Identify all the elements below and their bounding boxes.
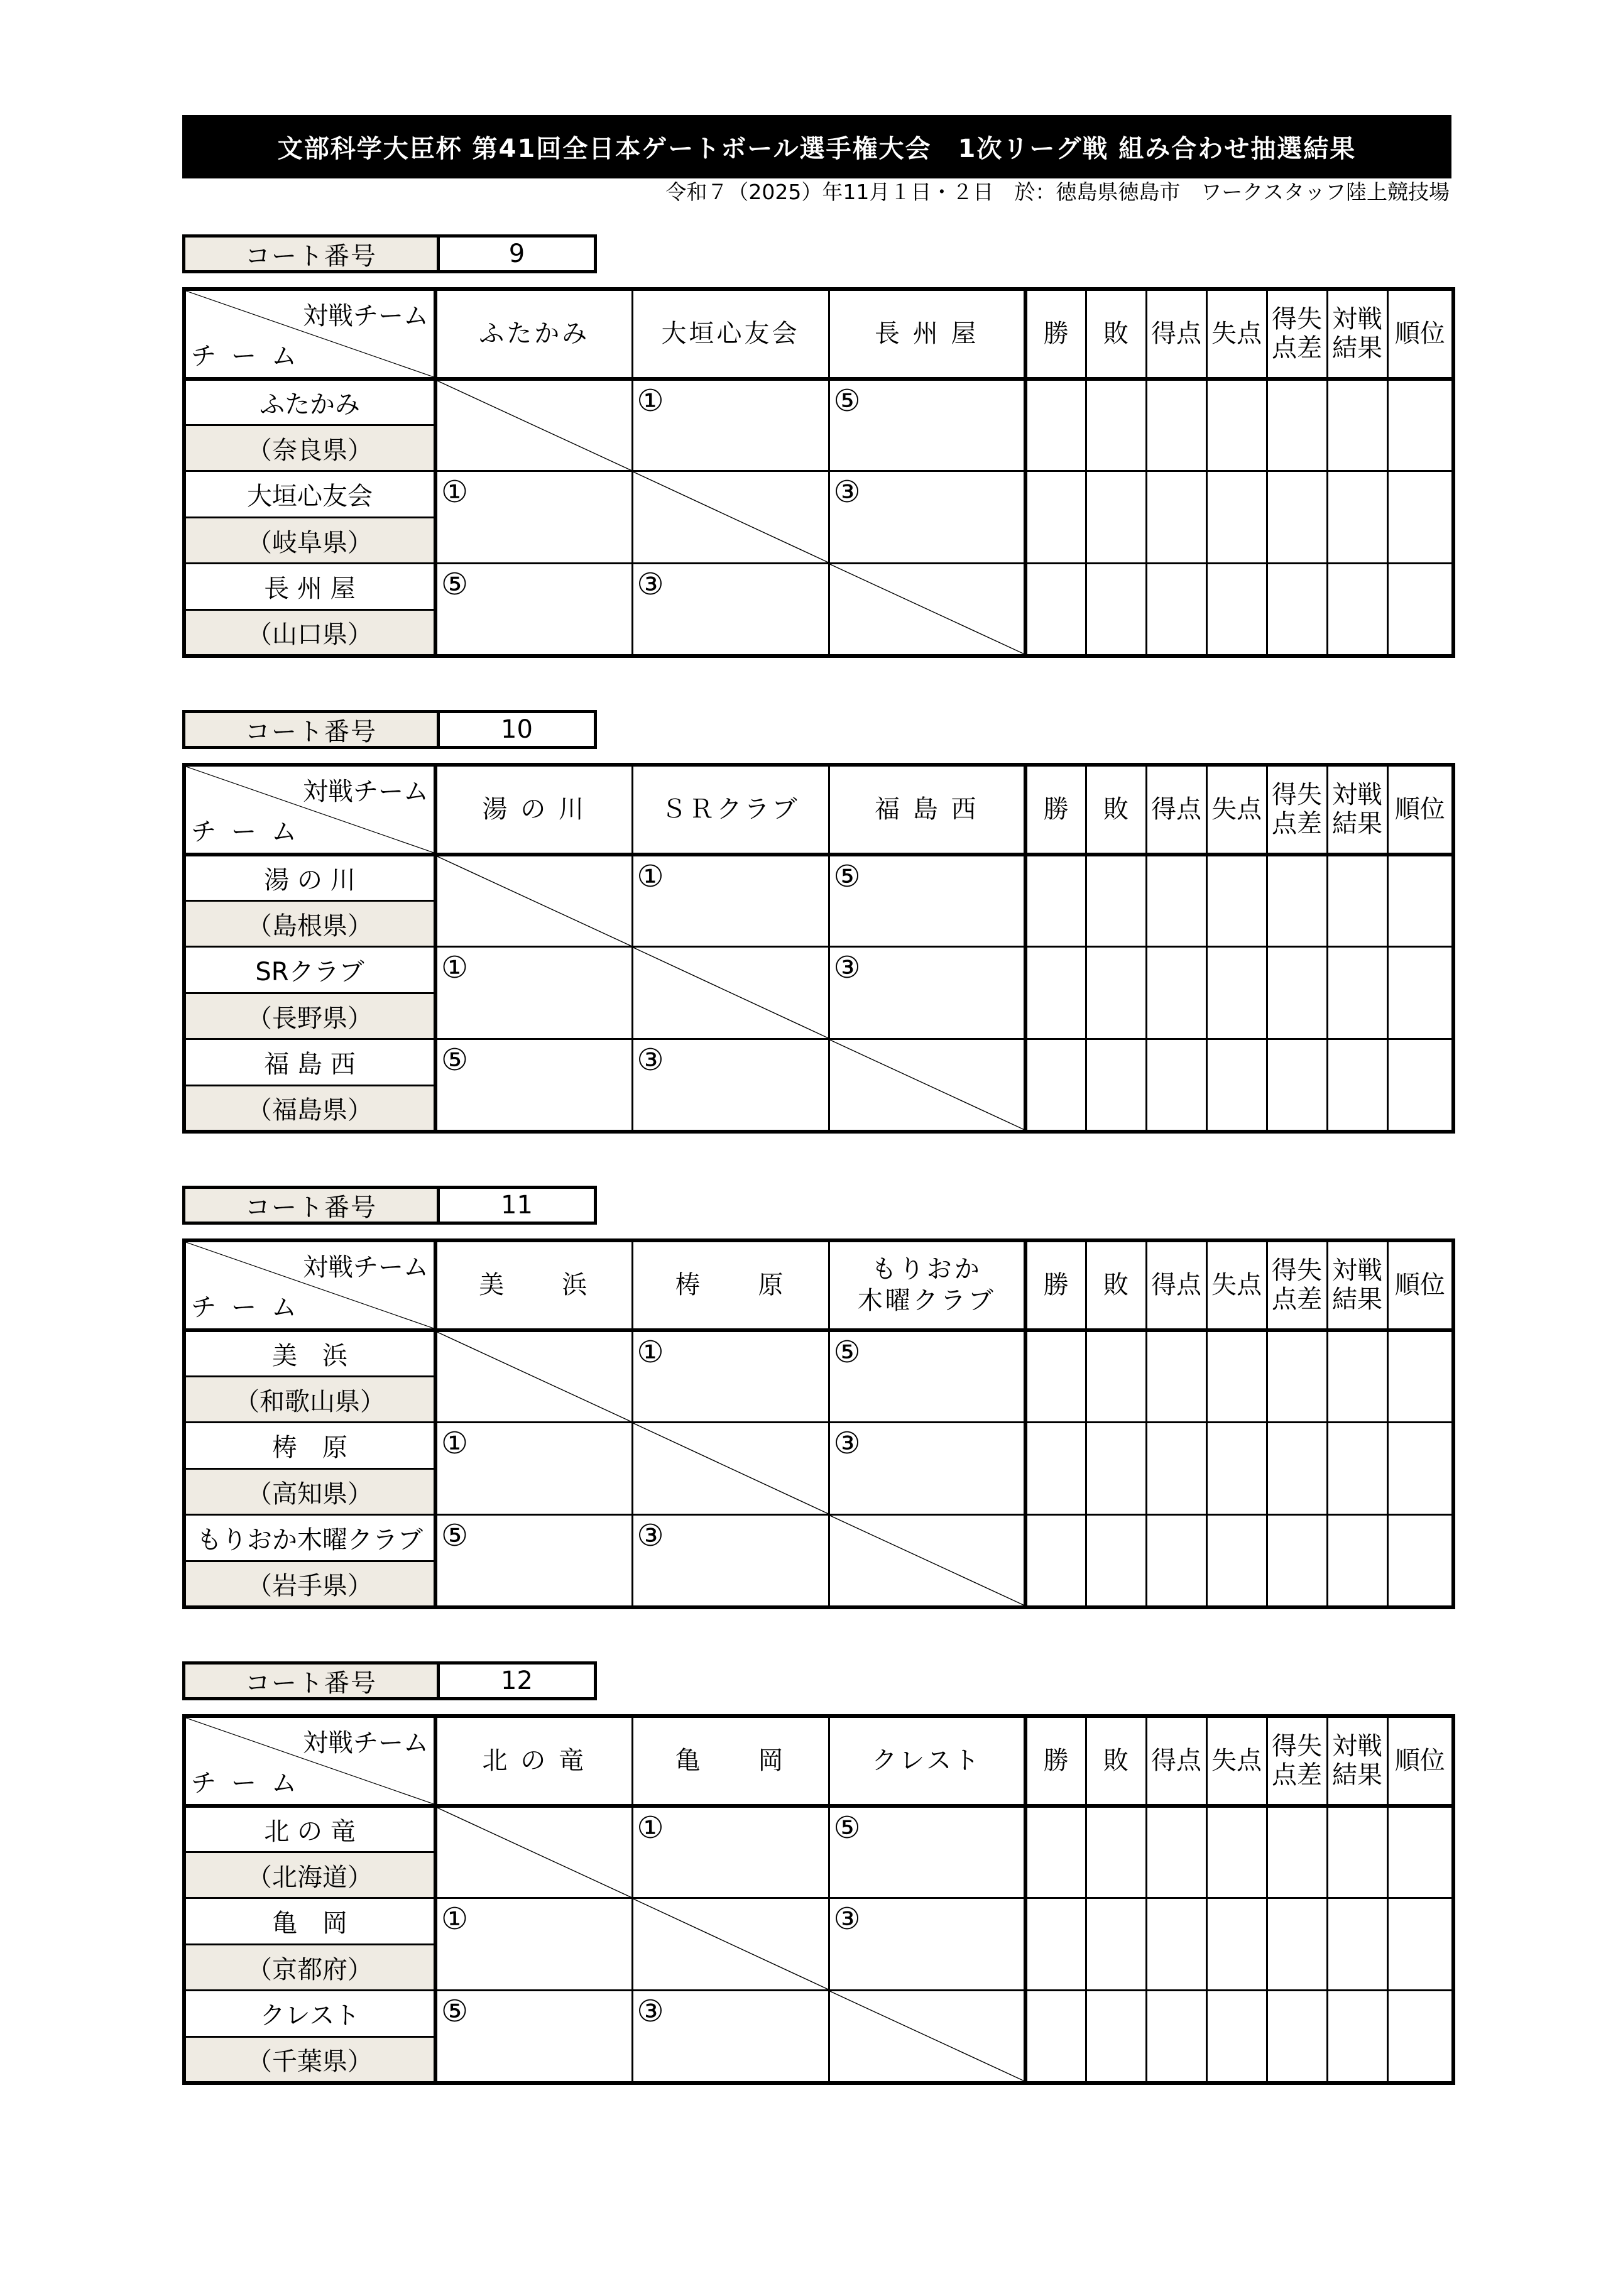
stat-header bbox=[1206, 1240, 1267, 1330]
match-order: ⑤ bbox=[441, 567, 469, 603]
opponent-header: 美 浜 bbox=[435, 1240, 632, 1330]
stat-header bbox=[1206, 289, 1267, 379]
stat-cell[interactable] bbox=[1206, 1423, 1267, 1515]
league-table bbox=[182, 1238, 1455, 1609]
stat-header bbox=[1327, 289, 1387, 379]
corner-header bbox=[184, 1240, 435, 1330]
match-order: ① bbox=[441, 474, 469, 510]
diagonal-cell bbox=[632, 471, 829, 564]
stat-cell[interactable] bbox=[1387, 1806, 1453, 1898]
stat-label: 勝 bbox=[1043, 1271, 1069, 1300]
stat-cell[interactable] bbox=[1267, 1806, 1327, 1898]
match-order-cell bbox=[632, 1515, 829, 1607]
match-order-cell bbox=[829, 1898, 1025, 1991]
stat-cell[interactable] bbox=[1025, 1423, 1086, 1515]
court-label: コート番号 bbox=[185, 1189, 440, 1222]
stat-cell[interactable] bbox=[1327, 1039, 1387, 1132]
stat-cell[interactable] bbox=[1146, 564, 1206, 656]
stat-label: 対戦 bbox=[1332, 1256, 1382, 1286]
match-order-cell bbox=[435, 1991, 632, 2083]
stat-cell[interactable] bbox=[1025, 947, 1086, 1039]
stat-label: 順位 bbox=[1394, 795, 1445, 824]
stat-label: 敗 bbox=[1103, 795, 1128, 824]
match-order: ① bbox=[637, 1334, 664, 1370]
court-number: 12 bbox=[501, 1666, 533, 1695]
match-order: ① bbox=[441, 1426, 469, 1462]
stat-header bbox=[1025, 765, 1086, 855]
match-order: ③ bbox=[637, 1518, 664, 1554]
match-order: ① bbox=[441, 1901, 469, 1937]
match-order-cell bbox=[829, 1806, 1025, 1898]
match-order-cell bbox=[435, 471, 632, 564]
stat-label: 勝 bbox=[1043, 1746, 1069, 1776]
match-order: ① bbox=[637, 858, 664, 894]
stat-cell[interactable] bbox=[1025, 855, 1086, 947]
team-label: チーム bbox=[191, 817, 312, 846]
stat-label: 点差 bbox=[1272, 1285, 1322, 1315]
stat-cell[interactable] bbox=[1387, 1423, 1453, 1515]
opponent-label: 対戦チーム bbox=[303, 302, 429, 331]
match-order: ③ bbox=[637, 1042, 664, 1078]
stat-cell[interactable] bbox=[1086, 1330, 1146, 1423]
stat-cell[interactable] bbox=[1327, 1898, 1387, 1991]
stat-cell[interactable] bbox=[1267, 1330, 1327, 1423]
stat-cell[interactable] bbox=[1206, 564, 1267, 656]
stat-header bbox=[1025, 1240, 1086, 1330]
stat-header bbox=[1327, 765, 1387, 855]
stat-header bbox=[1146, 765, 1206, 855]
diagonal-cell bbox=[632, 947, 829, 1039]
team-label: チーム bbox=[191, 1293, 312, 1322]
team-prefecture: （和歌山県） bbox=[184, 1376, 435, 1423]
match-order-cell bbox=[632, 855, 829, 947]
team-label: チーム bbox=[191, 1768, 312, 1798]
court-label: コート番号 bbox=[185, 1665, 440, 1697]
match-order: ① bbox=[637, 1810, 664, 1845]
stat-cell[interactable] bbox=[1025, 1330, 1086, 1423]
match-order: ⑤ bbox=[833, 1334, 861, 1370]
team-prefecture: （高知県） bbox=[184, 1468, 435, 1515]
court-section-10 bbox=[182, 710, 1451, 1125]
stat-cell[interactable] bbox=[1387, 564, 1453, 656]
team-prefecture: （岐阜県） bbox=[184, 517, 435, 564]
match-order: ③ bbox=[833, 474, 861, 510]
stat-label: 得失 bbox=[1272, 1732, 1322, 1761]
opponent-label: 対戦チーム bbox=[303, 1253, 429, 1282]
stat-cell[interactable] bbox=[1086, 1991, 1146, 2083]
stat-header bbox=[1267, 765, 1327, 855]
stat-header bbox=[1387, 1716, 1453, 1806]
stat-label: 失点 bbox=[1211, 795, 1262, 824]
stat-cell[interactable] bbox=[1146, 471, 1206, 564]
match-order-cell bbox=[435, 1515, 632, 1607]
stat-header bbox=[1025, 289, 1086, 379]
stat-header bbox=[1327, 1240, 1387, 1330]
stat-header bbox=[1086, 1716, 1146, 1806]
stat-cell[interactable] bbox=[1206, 1039, 1267, 1132]
match-order: ⑤ bbox=[441, 1518, 469, 1554]
stat-label: 勝 bbox=[1043, 319, 1069, 349]
match-order: ③ bbox=[637, 567, 664, 603]
stat-cell[interactable] bbox=[1267, 471, 1327, 564]
court-section-9 bbox=[182, 234, 1451, 649]
stat-label: 結果 bbox=[1332, 1761, 1382, 1790]
stat-header bbox=[1387, 1240, 1453, 1330]
stat-cell[interactable] bbox=[1267, 1423, 1327, 1515]
diagonal-cell bbox=[829, 1991, 1025, 2083]
team-name: 湯 の 川 bbox=[184, 855, 435, 901]
team-name: ふたかみ bbox=[184, 379, 435, 425]
opponent-header: 長 州 屋 bbox=[829, 289, 1025, 379]
stat-cell[interactable] bbox=[1206, 1806, 1267, 1898]
stat-cell[interactable] bbox=[1267, 947, 1327, 1039]
team-name: 福 島 西 bbox=[184, 1039, 435, 1086]
stat-cell[interactable] bbox=[1387, 1991, 1453, 2083]
opponent-label: 対戦チーム bbox=[303, 777, 429, 806]
stat-cell[interactable] bbox=[1327, 1991, 1387, 2083]
stat-label: 対戦 bbox=[1332, 1732, 1382, 1761]
team-prefecture: （島根県） bbox=[184, 900, 435, 947]
team-prefecture: （千葉県） bbox=[184, 2036, 435, 2083]
stat-header bbox=[1387, 765, 1453, 855]
match-order-cell bbox=[829, 471, 1025, 564]
court-label: コート番号 bbox=[185, 238, 440, 270]
stat-label: 敗 bbox=[1103, 1271, 1128, 1300]
stat-cell[interactable] bbox=[1327, 1806, 1387, 1898]
league-table bbox=[182, 763, 1455, 1134]
stat-label: 順位 bbox=[1394, 319, 1445, 349]
diagonal-cell bbox=[435, 379, 632, 471]
stat-cell[interactable] bbox=[1327, 379, 1387, 471]
stat-label: 結果 bbox=[1332, 334, 1382, 363]
diagonal-cell bbox=[435, 855, 632, 947]
stat-header bbox=[1387, 289, 1453, 379]
match-order: ⑤ bbox=[441, 1994, 469, 2030]
stat-cell[interactable] bbox=[1206, 947, 1267, 1039]
stat-cell[interactable] bbox=[1086, 1515, 1146, 1607]
match-order: ① bbox=[637, 383, 664, 418]
stat-cell[interactable] bbox=[1327, 471, 1387, 564]
stat-cell[interactable] bbox=[1267, 1039, 1327, 1132]
stat-cell[interactable] bbox=[1267, 1515, 1327, 1607]
court-number-box bbox=[182, 710, 597, 749]
stat-cell[interactable] bbox=[1086, 564, 1146, 656]
stat-header bbox=[1086, 765, 1146, 855]
match-order-cell bbox=[632, 564, 829, 656]
diagonal-cell bbox=[829, 1515, 1025, 1607]
team-label: チーム bbox=[191, 341, 312, 371]
opponent-header: 湯 の 川 bbox=[435, 765, 632, 855]
opponent-header: ＳＲクラブ bbox=[632, 765, 829, 855]
match-order-cell bbox=[632, 1806, 829, 1898]
stat-cell[interactable] bbox=[1206, 1991, 1267, 2083]
match-order-cell bbox=[632, 379, 829, 471]
stat-cell[interactable] bbox=[1206, 471, 1267, 564]
opponent-header: 亀 岡 bbox=[632, 1716, 829, 1806]
match-order-cell bbox=[435, 947, 632, 1039]
corner-header bbox=[184, 289, 435, 379]
team-prefecture: （奈良県） bbox=[184, 425, 435, 471]
stat-label: 対戦 bbox=[1332, 780, 1382, 810]
stat-cell[interactable] bbox=[1206, 379, 1267, 471]
stat-cell[interactable] bbox=[1025, 564, 1086, 656]
team-prefecture: （北海道） bbox=[184, 1852, 435, 1898]
stat-cell[interactable] bbox=[1327, 564, 1387, 656]
stat-cell[interactable] bbox=[1327, 1423, 1387, 1515]
stat-cell[interactable] bbox=[1387, 1898, 1453, 1991]
team-name: もりおか木曜クラブ bbox=[184, 1515, 435, 1561]
court-number: 10 bbox=[501, 715, 533, 744]
opponent-label: 対戦チーム bbox=[303, 1729, 429, 1758]
diagonal-cell bbox=[632, 1898, 829, 1991]
match-order: ③ bbox=[833, 1426, 861, 1462]
stat-cell[interactable] bbox=[1206, 1330, 1267, 1423]
stat-cell[interactable] bbox=[1146, 1515, 1206, 1607]
stat-cell[interactable] bbox=[1025, 1515, 1086, 1607]
stat-cell[interactable] bbox=[1267, 564, 1327, 656]
team-prefecture: （岩手県） bbox=[184, 1561, 435, 1607]
court-section-12 bbox=[182, 1661, 1451, 2076]
corner-header bbox=[184, 765, 435, 855]
league-table bbox=[182, 287, 1455, 658]
stat-cell[interactable] bbox=[1267, 379, 1327, 471]
opponent-header: もりおか 木曜クラブ bbox=[829, 1240, 1025, 1330]
stat-cell[interactable] bbox=[1387, 1515, 1453, 1607]
team-name: クレスト bbox=[184, 1991, 435, 2037]
team-prefecture: （山口県） bbox=[184, 610, 435, 656]
stat-header bbox=[1267, 1240, 1327, 1330]
stat-label: 順位 bbox=[1394, 1271, 1445, 1300]
match-order-cell bbox=[829, 855, 1025, 947]
stat-label: 得失 bbox=[1272, 1256, 1322, 1286]
match-order: ⑤ bbox=[833, 858, 861, 894]
court-number-box bbox=[182, 1661, 597, 1700]
stat-label: 得点 bbox=[1151, 795, 1201, 824]
league-table bbox=[182, 1714, 1455, 2085]
team-name: 美 浜 bbox=[184, 1330, 435, 1377]
diagonal-cell bbox=[435, 1806, 632, 1898]
team-name: 亀 岡 bbox=[184, 1898, 435, 1945]
stat-label: 対戦 bbox=[1332, 305, 1382, 334]
stat-cell[interactable] bbox=[1025, 1039, 1086, 1132]
stat-cell[interactable] bbox=[1327, 855, 1387, 947]
stat-header bbox=[1206, 1716, 1267, 1806]
match-order-cell bbox=[632, 1330, 829, 1423]
stat-label: 結果 bbox=[1332, 809, 1382, 839]
stat-label: 点差 bbox=[1272, 1761, 1322, 1790]
stat-label: 得失 bbox=[1272, 305, 1322, 334]
opponent-header: 北 の 竜 bbox=[435, 1716, 632, 1806]
stat-label: 結果 bbox=[1332, 1285, 1382, 1315]
stat-cell[interactable] bbox=[1146, 1806, 1206, 1898]
stat-label: 勝 bbox=[1043, 795, 1069, 824]
stat-cell[interactable] bbox=[1025, 1806, 1086, 1898]
stat-cell[interactable] bbox=[1387, 1330, 1453, 1423]
opponent-header: ふたかみ bbox=[435, 289, 632, 379]
stat-cell[interactable] bbox=[1387, 1039, 1453, 1132]
stat-label: 得点 bbox=[1151, 1746, 1201, 1776]
court-number: 11 bbox=[501, 1191, 533, 1220]
match-order: ⑤ bbox=[833, 383, 861, 418]
stat-cell[interactable] bbox=[1327, 947, 1387, 1039]
stat-cell[interactable] bbox=[1025, 471, 1086, 564]
stat-cell[interactable] bbox=[1025, 1898, 1086, 1991]
match-order-cell bbox=[435, 1898, 632, 1991]
stat-header bbox=[1206, 765, 1267, 855]
stat-cell[interactable] bbox=[1206, 1898, 1267, 1991]
stat-cell[interactable] bbox=[1267, 855, 1327, 947]
match-order-cell bbox=[435, 1423, 632, 1515]
match-order: ⑤ bbox=[441, 1042, 469, 1078]
stat-header bbox=[1267, 1716, 1327, 1806]
team-name: 北 の 竜 bbox=[184, 1806, 435, 1852]
match-order-cell bbox=[632, 1991, 829, 2083]
stat-label: 失点 bbox=[1211, 1271, 1262, 1300]
stat-cell[interactable] bbox=[1086, 855, 1146, 947]
stat-label: 得点 bbox=[1151, 1271, 1201, 1300]
page-title: 文部科学大臣杯 第41回全日本ゲートボール選手権大会 1次リーグ戦 組み合わせ抽選結果 bbox=[182, 115, 1451, 178]
stat-cell[interactable] bbox=[1146, 1898, 1206, 1991]
match-order-cell bbox=[829, 947, 1025, 1039]
stat-label: 敗 bbox=[1103, 1746, 1128, 1776]
stat-cell[interactable] bbox=[1086, 1806, 1146, 1898]
stat-cell[interactable] bbox=[1025, 1991, 1086, 2083]
stat-header bbox=[1086, 289, 1146, 379]
stat-cell[interactable] bbox=[1086, 471, 1146, 564]
stat-label: 順位 bbox=[1394, 1746, 1445, 1776]
stat-cell[interactable] bbox=[1025, 379, 1086, 471]
match-order: ③ bbox=[637, 1994, 664, 2030]
stat-cell[interactable] bbox=[1267, 1898, 1327, 1991]
court-label: コート番号 bbox=[185, 713, 440, 746]
stat-label: 失点 bbox=[1211, 319, 1262, 349]
corner-header bbox=[184, 1716, 435, 1806]
stat-cell[interactable] bbox=[1327, 1515, 1387, 1607]
stat-cell[interactable] bbox=[1206, 855, 1267, 947]
match-order: ③ bbox=[833, 950, 861, 986]
stat-cell[interactable] bbox=[1327, 1330, 1387, 1423]
match-order: ① bbox=[441, 950, 469, 986]
stat-header bbox=[1086, 1240, 1146, 1330]
match-order-cell bbox=[435, 564, 632, 656]
diagonal-cell bbox=[829, 564, 1025, 656]
team-name: SRクラブ bbox=[184, 947, 435, 993]
stat-cell[interactable] bbox=[1146, 947, 1206, 1039]
stat-cell[interactable] bbox=[1146, 1423, 1206, 1515]
stat-label: 敗 bbox=[1103, 319, 1128, 349]
diagonal-cell bbox=[632, 1423, 829, 1515]
stat-cell[interactable] bbox=[1267, 1991, 1327, 2083]
stat-label: 得点 bbox=[1151, 319, 1201, 349]
stat-header bbox=[1146, 289, 1206, 379]
stat-cell[interactable] bbox=[1146, 1991, 1206, 2083]
team-name: 長 州 屋 bbox=[184, 564, 435, 610]
stat-cell[interactable] bbox=[1146, 1330, 1206, 1423]
stat-cell[interactable] bbox=[1387, 855, 1453, 947]
match-order-cell bbox=[632, 1039, 829, 1132]
team-name: 大垣心友会 bbox=[184, 471, 435, 518]
opponent-header: 梼 原 bbox=[632, 1240, 829, 1330]
opponent-header: 福 島 西 bbox=[829, 765, 1025, 855]
opponent-header: 大垣心友会 bbox=[632, 289, 829, 379]
stat-cell[interactable] bbox=[1146, 855, 1206, 947]
stat-cell[interactable] bbox=[1387, 947, 1453, 1039]
court-number-box bbox=[182, 234, 597, 273]
stat-header bbox=[1327, 1716, 1387, 1806]
stat-cell[interactable] bbox=[1146, 379, 1206, 471]
stat-cell[interactable] bbox=[1206, 1515, 1267, 1607]
stat-label: 点差 bbox=[1272, 809, 1322, 839]
stat-label: 得失 bbox=[1272, 780, 1322, 810]
stat-header bbox=[1146, 1716, 1206, 1806]
court-section-11 bbox=[182, 1186, 1451, 1600]
stat-cell[interactable] bbox=[1086, 1898, 1146, 1991]
match-order-cell bbox=[829, 1330, 1025, 1423]
stat-header bbox=[1025, 1716, 1086, 1806]
stat-cell[interactable] bbox=[1387, 379, 1453, 471]
stat-cell[interactable] bbox=[1086, 379, 1146, 471]
court-number-box bbox=[182, 1186, 597, 1225]
diagonal-cell bbox=[829, 1039, 1025, 1132]
stat-cell[interactable] bbox=[1387, 471, 1453, 564]
team-prefecture: （福島県） bbox=[184, 1085, 435, 1132]
stat-header bbox=[1267, 289, 1327, 379]
team-name: 梼 原 bbox=[184, 1423, 435, 1469]
event-info: 令和７（2025）年11月１日・２日 於：徳島県徳島市 ワークスタッフ陸上競技場 bbox=[665, 180, 1450, 204]
stat-cell[interactable] bbox=[1086, 1423, 1146, 1515]
match-order: ⑤ bbox=[833, 1810, 861, 1845]
court-number: 9 bbox=[508, 239, 525, 268]
stat-label: 点差 bbox=[1272, 334, 1322, 363]
stat-cell[interactable] bbox=[1086, 1039, 1146, 1132]
match-order-cell bbox=[829, 379, 1025, 471]
opponent-header: クレスト bbox=[829, 1716, 1025, 1806]
stat-header bbox=[1146, 1240, 1206, 1330]
match-order-cell bbox=[829, 1423, 1025, 1515]
stat-cell[interactable] bbox=[1086, 947, 1146, 1039]
diagonal-cell bbox=[435, 1330, 632, 1423]
stat-cell[interactable] bbox=[1146, 1039, 1206, 1132]
match-order: ③ bbox=[833, 1901, 861, 1937]
team-prefecture: （京都府） bbox=[184, 1944, 435, 1991]
match-order-cell bbox=[435, 1039, 632, 1132]
stat-label: 失点 bbox=[1211, 1746, 1262, 1776]
team-prefecture: （長野県） bbox=[184, 993, 435, 1039]
